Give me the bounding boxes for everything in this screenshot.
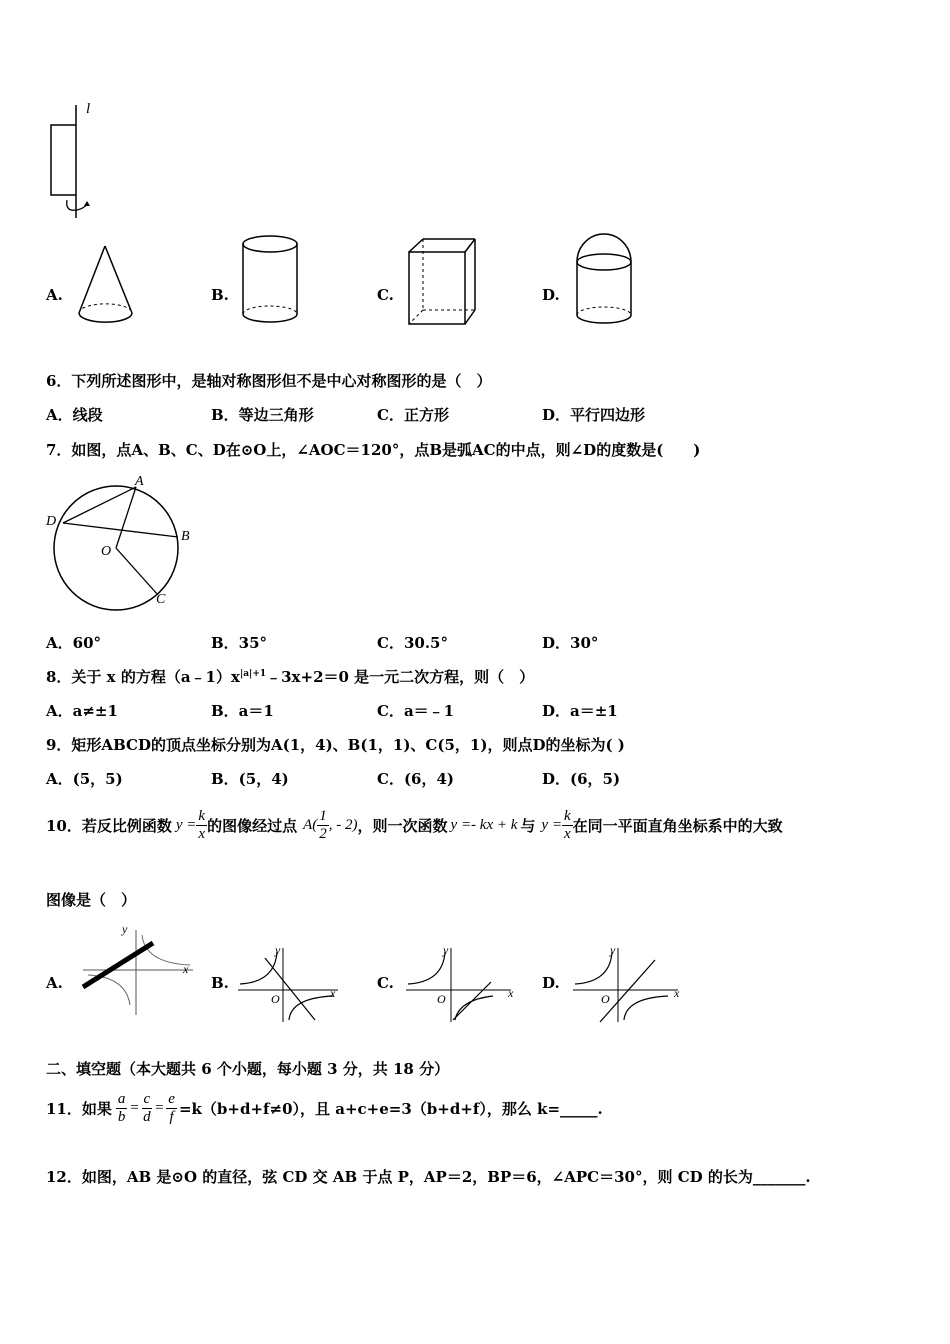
graph-c — [403, 940, 518, 1025]
q10-part4: 与 — [520, 816, 536, 835]
q11-frac-a: a — [117, 1090, 126, 1107]
q8-exponent: |a|+1 — [239, 669, 267, 679]
cone-figure — [75, 243, 137, 328]
cuboid-figure — [405, 236, 480, 331]
point-label-c: C — [156, 592, 166, 607]
q10-fraction-half — [317, 808, 329, 843]
q9-option-c: C．(6，4) — [377, 770, 455, 788]
q10-frac2-num: k — [563, 807, 571, 824]
graph-d-origin: O — [601, 992, 610, 1006]
q10-half-den: 2 — [319, 825, 327, 842]
graph-a-x-label: x — [183, 962, 189, 976]
q10-fraction-k-x — [196, 808, 207, 843]
q5-option-a-letter: A. — [46, 286, 63, 304]
q10-half-num: 1 — [319, 807, 327, 824]
q11-frac-e: e — [168, 1090, 175, 1107]
q10-linear: y =- kx + k — [450, 816, 518, 833]
rotation-arrow — [67, 200, 87, 210]
q8-stem — [46, 666, 534, 687]
graph-d — [570, 940, 685, 1025]
q6-option-c: C．正方形 — [377, 406, 449, 424]
q5-option-b-letter: B. — [211, 286, 229, 304]
q8-stem-pre: 8．关于 x 的方程（a﹣1）x — [46, 668, 240, 686]
graph-b-y-label: y — [275, 943, 281, 957]
q8-stem-post: ﹣3x+2＝0 是一元二次方程，则（ ） — [266, 668, 535, 686]
graph-a — [78, 925, 198, 1020]
q10-y-eq: y = — [175, 816, 197, 833]
q10-stem-line2: 图像是（ ） — [46, 891, 137, 909]
q6-stem: 6．下列所述图形中，是轴对称图形但不是中心对称图形的是（ ） — [46, 372, 492, 390]
q10-option-a-letter: A. — [46, 974, 63, 992]
q10-point-a: A( — [303, 816, 318, 833]
q11-frac-c: c — [143, 1090, 151, 1107]
q6-option-b: B．等边三角形 — [211, 406, 314, 424]
q7-option-c: C．30.5° — [377, 634, 448, 652]
q10-part5: 在同一平面直角坐标系中的大致 — [572, 816, 783, 835]
graph-d-x-label: x — [674, 986, 680, 1000]
q10-y-eq-2: y = — [541, 816, 562, 833]
graph-c-x-label: x — [508, 986, 514, 1000]
q8-option-c: C．a＝﹣1 — [377, 702, 455, 720]
q11-eq-2: = — [154, 1099, 165, 1116]
rotated-rectangle — [51, 125, 76, 195]
circle-figure — [40, 470, 200, 620]
cylinder-figure — [240, 234, 302, 329]
graph-d-y-label: y — [610, 943, 616, 957]
cylinder-hemisphere-figure — [574, 230, 636, 330]
q9-option-b: B．(5，4) — [211, 770, 289, 788]
point-label-o: O — [101, 544, 112, 559]
q11-fraction-e-f — [166, 1091, 177, 1126]
axis-label-l: l — [86, 101, 91, 117]
q7-stem: 7．如图，点A、B、C、D在⊙O上，∠AOC＝120°，点B是弧AC的中点，则∠D的度数是( ) — [46, 441, 701, 459]
q9-option-d: D．(6，5) — [542, 770, 621, 788]
q11-fraction-a-b — [116, 1091, 128, 1126]
graph-c-y-label: y — [443, 943, 449, 957]
section-2-title: 二、填空题（本大题共 6 个小题，每小题 3 分，共 18 分） — [46, 1060, 450, 1078]
q11-frac-d: d — [143, 1108, 151, 1125]
q10-stem-line1 — [46, 800, 783, 850]
q10-frac-den: x — [198, 825, 206, 842]
graph-b — [235, 940, 345, 1025]
graph-b-origin: O — [271, 992, 280, 1006]
graph-a-y-label: y — [122, 922, 128, 936]
q10-point-rest: , - 2) — [328, 816, 358, 833]
q10-part1: 10．若反比例函数 — [46, 816, 172, 835]
q10-frac-num: k — [198, 807, 206, 824]
point-label-a: A — [135, 474, 144, 489]
graph-b-x-label: x — [330, 986, 336, 1000]
q9-option-a: A．(5，5) — [46, 770, 123, 788]
q10-option-c-letter: C. — [377, 974, 394, 992]
q12-stem: 12．如图，AB 是⊙O 的直径，弦 CD 交 AB 于点 P，AP＝2，BP＝6，∠APC＝30°，则 CD 的长为_______. — [46, 1168, 811, 1186]
q11-eq-1: = — [129, 1099, 140, 1116]
q10-option-d-letter: D. — [542, 974, 560, 992]
q10-option-b-letter: B. — [211, 974, 229, 992]
q5-option-d-letter: D. — [542, 286, 560, 304]
q11-post: =k（b+d+f≠0），且 a+c+e=3（b+d+f），那么 k=_____. — [178, 1099, 603, 1118]
graph-c-origin: O — [437, 992, 446, 1006]
q10-part2: 的图像经过点 — [207, 816, 298, 835]
q5-option-c-letter: C. — [377, 286, 394, 304]
q7-option-a: A．60° — [46, 634, 102, 652]
point-label-b: B — [181, 529, 190, 544]
q11-pre: 11．如果 — [46, 1099, 112, 1118]
q11-fraction-c-d — [142, 1091, 153, 1126]
point-label-d: D — [46, 514, 57, 529]
q6-option-d: D．平行四边形 — [542, 406, 646, 424]
q8-option-d: D．a＝±1 — [542, 702, 618, 720]
q11-stem — [46, 1085, 603, 1131]
q11-frac-b: b — [117, 1108, 126, 1125]
q7-option-b: B．35° — [211, 634, 268, 652]
q8-option-a: A．a≠±1 — [46, 702, 118, 720]
q7-option-d: D．30° — [542, 634, 599, 652]
q10-part3: ，则一次函数 — [357, 816, 448, 835]
q10-frac2-den: x — [563, 825, 571, 842]
q6-option-a: A．线段 — [46, 406, 103, 424]
q9-stem: 9．矩形ABCD的顶点坐标分别为A(1，4)、B(1，1)、C(5，1)，则点D的坐标为( ) — [46, 736, 625, 754]
arrow-head — [84, 201, 90, 206]
q10-fraction-k-x-2 — [562, 808, 573, 843]
q11-frac-f: f — [169, 1108, 174, 1125]
rotation-figure — [45, 100, 105, 225]
q8-option-b: B．a＝1 — [211, 702, 274, 720]
